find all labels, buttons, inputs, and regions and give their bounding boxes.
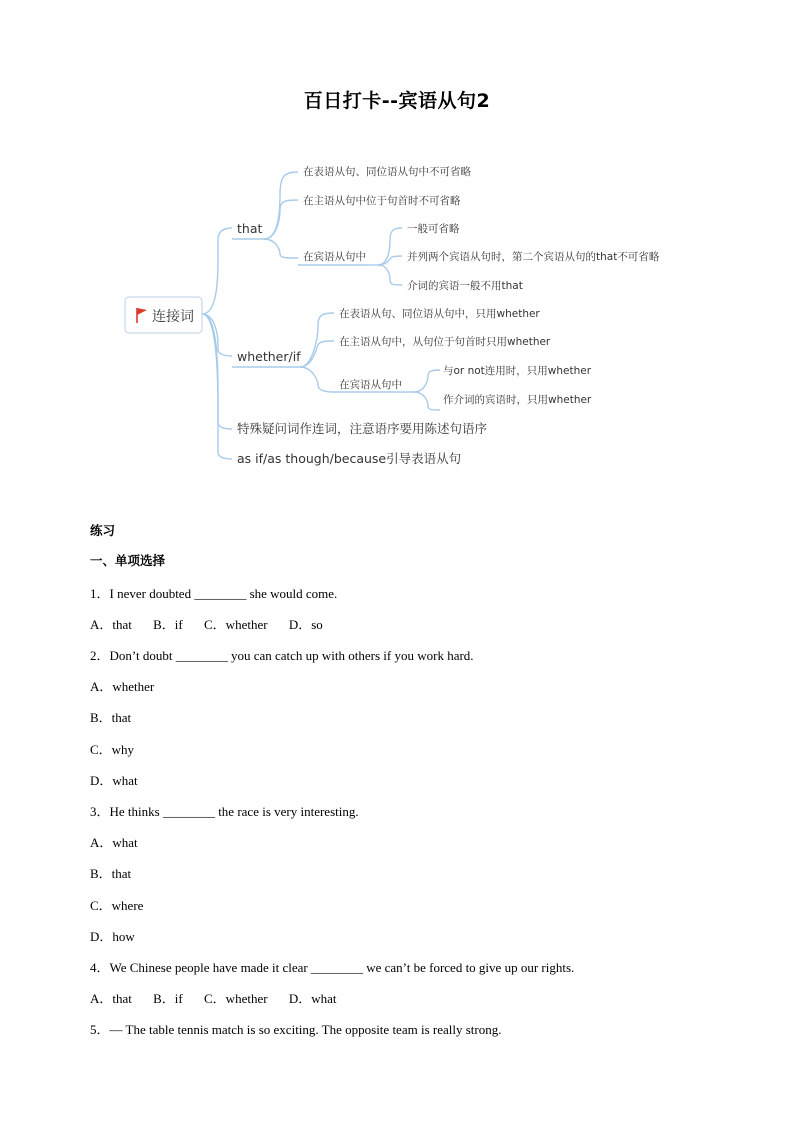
option[interactable]: C．whether [204,617,268,632]
option[interactable]: A．that [90,991,132,1006]
option[interactable]: D．how [90,929,135,944]
option[interactable]: C．why [90,742,135,757]
node-that-c1: 在表语从句、同位语从句中不可省略 [303,166,471,178]
document-title: 百日打卡--宾语从句2 [303,90,491,112]
option[interactable]: A．whether [90,679,155,694]
node-wi-c3: 在宾语从句中 [339,379,402,391]
question-2-stem: 2．Don’t doubt ________ you can catch up with others if you work hard. [90,648,474,663]
node-that-c3-3: 介词的宾语一般不用that [407,280,523,292]
node-that-c3: 在宾语从句中 [303,251,366,263]
option[interactable]: B．if [153,617,183,632]
option[interactable]: C．whether [204,991,268,1006]
node-whether-if: whether/if [237,349,301,364]
exercise-heading: 练习 [90,523,116,538]
node-special: 特殊疑问词作连词，注意语序要用陈述句语序 [237,421,488,436]
node-that: that [237,221,263,236]
question-4-options [90,988,354,1007]
question-1-options [90,614,341,633]
option[interactable]: A．what [90,835,138,850]
option[interactable]: B．that [90,710,132,725]
question-4-stem: 4．We Chinese people have made it clear ________ we can’t be forced to give up our rights. [90,960,575,975]
node-wi-c3-1: 与or not连用时，只用whether [443,365,592,377]
option[interactable]: D．what [90,773,138,788]
option[interactable]: A．that [90,617,132,632]
node-that-c3-1: 一般可省略 [407,223,460,235]
section-heading: 一、单项选择 [90,553,166,568]
option[interactable]: B．if [153,991,183,1006]
node-wi-c1: 在表语从句、同位语从句中，只用whether [339,308,540,320]
node-asif: as if/as though/because引导表语从句 [237,451,462,466]
node-that-c3-2: 并列两个宾语从句时，第二个宾语从句的that不可省略 [407,251,660,263]
option[interactable]: C．where [90,898,144,913]
question-3-stem: 3．He thinks ________ the race is very interesting. [90,804,359,819]
question-5-stem: 5．— The table tennis match is so exciting. The opposite team is really strong. [90,1022,502,1037]
option[interactable]: D．so [288,617,323,632]
question-1-stem: 1．I never doubted ________ she would come. [90,586,338,601]
node-wi-c2: 在主语从句中，从句位于句首时只用whether [339,336,551,348]
mind-map [0,140,794,480]
option[interactable]: D．what [288,991,337,1006]
node-that-c2: 在主语从句中位于句首时不可省略 [303,195,461,207]
root-label: 连接词 [152,309,194,325]
option[interactable]: B．that [90,866,132,881]
node-wi-c3-2: 作介词的宾语时，只用whether [443,394,592,406]
